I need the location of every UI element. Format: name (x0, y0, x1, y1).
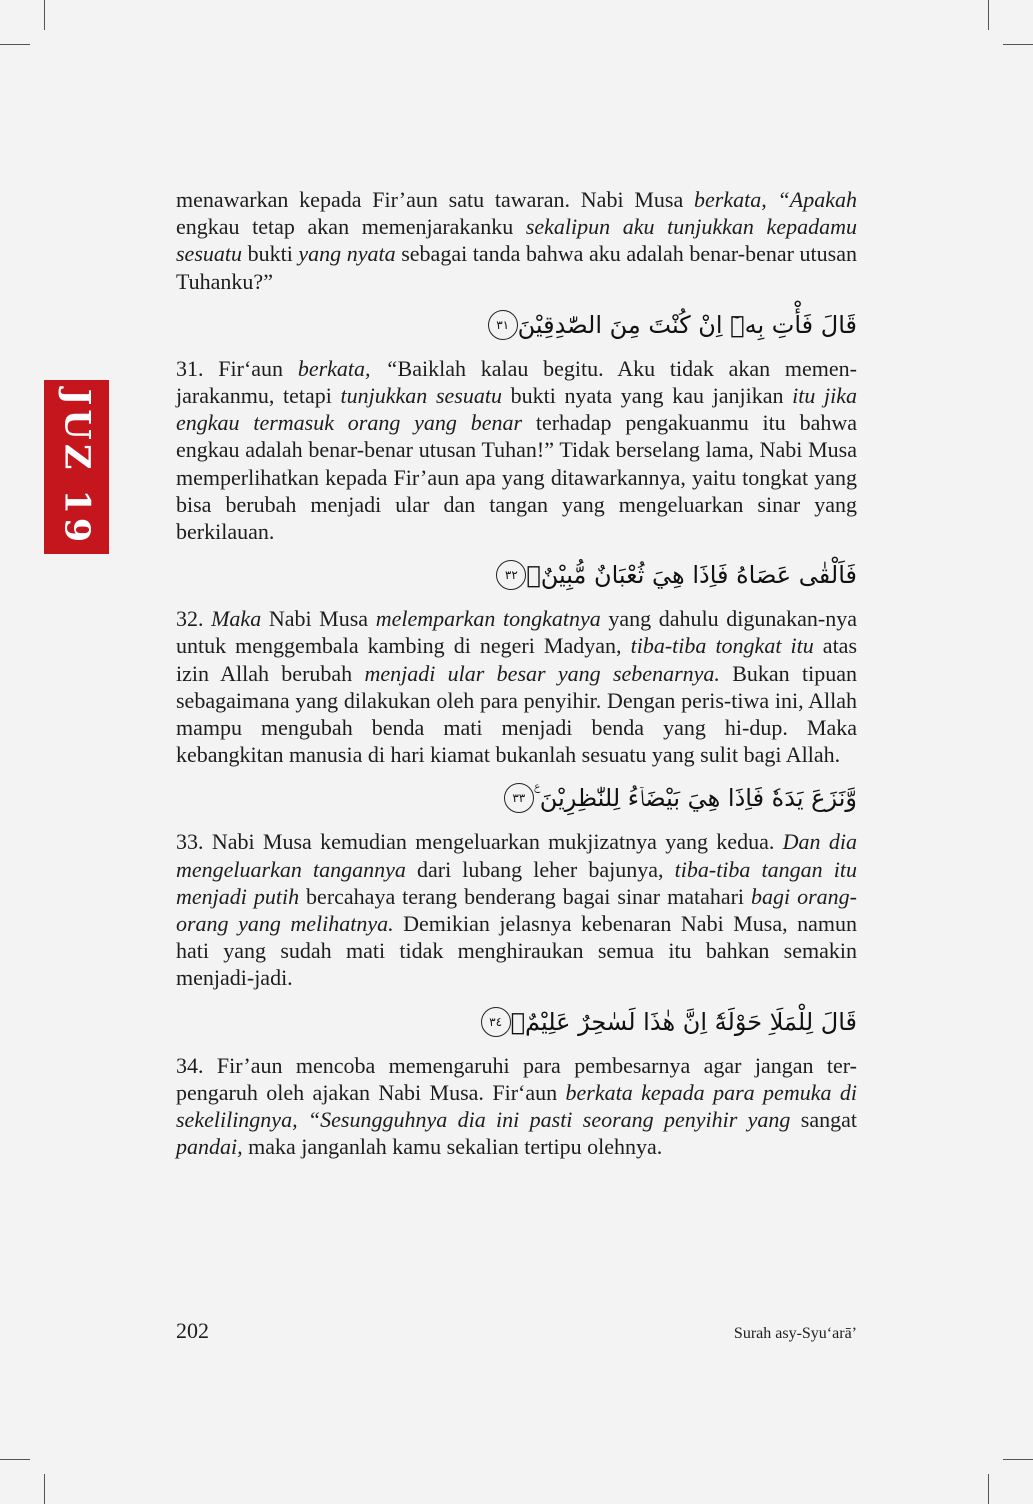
arabic-verse (176, 545, 857, 605)
ayah-number-mark: ٣١ (488, 310, 518, 340)
crop-mark (988, 1474, 989, 1504)
arabic-verse-text: قَالَ لِلْمَلَاِ حَوْلَهٗٓ اِنَّ هٰذَا لَسٰحِرٌ عَلِيْمٌۙ (510, 1007, 857, 1036)
ayah-number-mark: ٣٣ (504, 783, 534, 813)
body-paragraph: 31. Fir‘aun berkata, “Baiklah kalau begitu. Aku tidak akan memen-jarakanmu, tetapi tunjukkan sesuatu bukti nyata yang kau janjikan itu jika engkau termasuk orang yang benar terhadap pengakuanmu itu bahwa engkau adalah benar-benar utusan Tuhan!” Tidak berselang lama, Nabi Musa memperlihatkan kepada Fir’aun apa yang ditawarkannya, yaitu tongkat yang bisa berubah menjadi ular dan tangan yang mengeluarkan sinar yang berkilauan. (176, 355, 858, 545)
body-paragraph: 32. Maka Nabi Musa melemparkan tongkatnya yang dahulu digunakan-nya untuk menggembala kambing di negeri Madyan, tiba-tiba tongkat itu atas izin Allah berubah menjadi ular besar yang sebenarnya. Bukan tipuan sebagaimana yang dilakukan oleh para penyihir. Dengan peris-tiwa ini, Allah mampu mengubah benda mati menjadi benda yang hi-dup. Maka kebangkitan manusia di hari kiamat bukanlah sesuatu yang sulit bagi Allah. (176, 606, 858, 768)
crop-mark (44, 0, 45, 30)
arabic-verse-text: فَاَلْقٰى عَصَاهُ فَاِذَا هِيَ ثُعْبَانٌ مُّبِيْنٌۚ (526, 561, 857, 590)
page-number: 202 (176, 1318, 209, 1343)
arabic-verse-text: قَالَ فَأْتِ بِهٖٓ اِنْ كُنْتَ مِنَ الصّٰدِقِيْنَ (517, 310, 857, 339)
body-paragraph: menawarkan kepada Fir’aun satu tawaran. Nabi Musa berkata, “Apakah engkau tetap akan memenjarakanku sekalipun aku tunjukkan kepadamu sesuatu bukti yang nyata sebagai tanda bahwa aku adalah benar-benar utusan Tuhanku?” (176, 187, 857, 294)
juz-tab (44, 380, 109, 554)
arabic-verse (176, 992, 857, 1052)
ayah-number-mark: ٣٤ (481, 1007, 511, 1037)
page-content (176, 186, 857, 1160)
crop-mark (44, 1474, 45, 1504)
surah-name: Surah asy-Syu‘arā’ (733, 1325, 857, 1342)
crop-mark (1003, 44, 1033, 45)
body-paragraph: 33. Nabi Musa kemudian mengeluarkan mukjizatnya yang kedua. Dan dia mengeluarkan tangannya dari lubang leher bajunya, tiba-tiba tangan itu menjadi putih bercahaya terang benderang bagai sinar matahari bagi orang-orang yang melihatnya. Demikian jelasnya kebenaran Nabi Musa, namun hati yang sudah mati tidak menghiraukan semua itu bahkan semakin menjadi-jadi. (176, 829, 857, 991)
crop-mark (1003, 1459, 1033, 1460)
crop-mark (988, 0, 989, 30)
ayah-number-mark: ٣٢ (496, 560, 526, 590)
arabic-verse (176, 295, 857, 355)
crop-mark (0, 1459, 30, 1460)
crop-mark (0, 44, 30, 45)
arabic-verse (176, 768, 857, 828)
body-paragraph: 34. Fir’aun mencoba memengaruhi para pembesarnya agar jangan ter-pengaruh oleh ajakan Nabi Musa. Fir‘aun berkata kepada para pemuka di sekelilingnya, “Sesungguhnya dia ini pasti seorang penyihir yang sangat pandai, maka janganlah kamu sekalian tertipu olehnya. (176, 1052, 857, 1160)
juz-label: JUZ 19 (56, 388, 97, 546)
arabic-verse-text: وَّنَزَعَ يَدَهٗ فَاِذَا هِيَ بَيْضَاۤءُ لِلنّٰظِرِيْنَ ࣖ (533, 784, 857, 813)
